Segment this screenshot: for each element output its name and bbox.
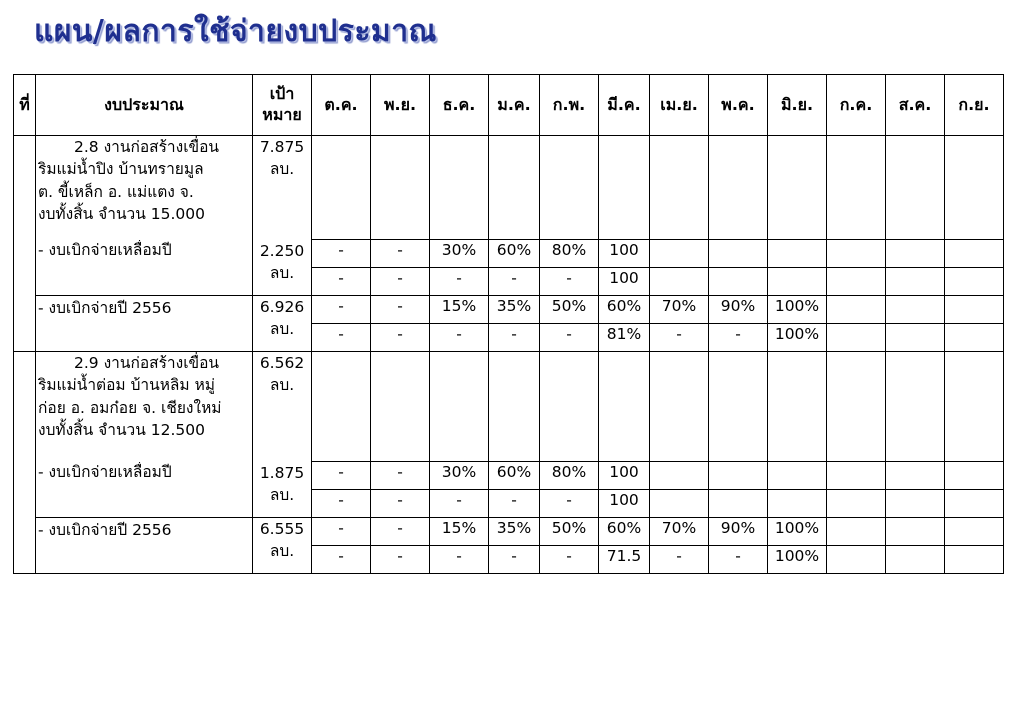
item-target-line: ลบ. (269, 376, 295, 395)
result-month-cell: - (312, 268, 371, 296)
header-budget: งบประมาณ (36, 75, 253, 136)
plan-month-cell: 60% (599, 296, 650, 324)
plan-month-cell: 60% (599, 518, 650, 546)
plan-month-cell: 50% (540, 518, 599, 546)
result-month-cell: - (489, 546, 540, 574)
plan-month-cell (709, 462, 768, 490)
sub-budget-label: - งบเบิกจ่ายปี 2556 (36, 518, 253, 574)
result-month-cell: - (430, 324, 489, 352)
plan-month-cell: - (371, 518, 430, 546)
plan-month-cell (768, 240, 827, 268)
table-header-row (14, 75, 1004, 136)
month-cell-empty (650, 136, 709, 240)
plan-month-cell: 100 (599, 462, 650, 490)
result-month-cell: 100% (768, 324, 827, 352)
plan-month-cell: 50% (540, 296, 599, 324)
header-month: ก.ค. (827, 75, 886, 136)
result-month-cell (709, 268, 768, 296)
month-cell-empty (489, 352, 540, 462)
result-month-cell: - (371, 324, 430, 352)
month-cell-empty (540, 136, 599, 240)
plan-month-cell: 60% (489, 462, 540, 490)
sub-target-line: 6.555 (259, 520, 305, 538)
plan-month-cell (709, 240, 768, 268)
result-month-cell: - (489, 268, 540, 296)
result-month-cell: 100 (599, 490, 650, 518)
plan-month-cell (827, 518, 886, 546)
month-cell-empty (945, 136, 1004, 240)
sub-budget-label: - งบเบิกจ่ายเหลื่อมปี (36, 462, 253, 518)
result-month-cell (886, 546, 945, 574)
plan-month-cell: - (312, 462, 371, 490)
sub-target (253, 240, 312, 296)
result-month-cell: 81% (599, 324, 650, 352)
item-target-line: ลบ. (269, 160, 295, 179)
plan-month-cell: 35% (489, 296, 540, 324)
header-month: ต.ค. (312, 75, 371, 136)
month-cell-empty (312, 136, 371, 240)
result-month-cell: - (430, 546, 489, 574)
result-month-cell: 100% (768, 546, 827, 574)
result-month-cell (827, 490, 886, 518)
header-month: มิ.ย. (768, 75, 827, 136)
month-cell-empty (650, 352, 709, 462)
header-no: ที่ (14, 75, 36, 136)
plan-month-cell (945, 296, 1004, 324)
plan-month-cell (650, 462, 709, 490)
result-month-cell: - (709, 546, 768, 574)
table-row-plan (14, 296, 1004, 324)
month-cell-empty (827, 352, 886, 462)
result-month-cell (945, 546, 1004, 574)
table-row-item (14, 136, 1004, 240)
item-title (36, 352, 253, 462)
item-no-cell (14, 352, 36, 574)
plan-month-cell (886, 518, 945, 546)
plan-month-cell: 100% (768, 518, 827, 546)
month-cell-empty (709, 136, 768, 240)
plan-month-cell (827, 296, 886, 324)
item-title-line: ก่อย อ. อมก๋อย จ. เชียงใหม่ (38, 398, 222, 417)
plan-month-cell (650, 240, 709, 268)
header-month: พ.ย. (371, 75, 430, 136)
item-title-line: งบทั้งสิ้น จำนวน 15.000 (38, 205, 206, 224)
table-row-plan (14, 462, 1004, 490)
header-target (253, 75, 312, 136)
sub-target-line: ลบ. (269, 542, 295, 561)
month-cell-empty (768, 352, 827, 462)
sub-target-line: 2.250 (259, 241, 305, 260)
header-month: เม.ย. (650, 75, 709, 136)
item-title-line: ริมแม่น้ำต่อม บ้านหลิม หมู่ (38, 376, 216, 395)
header-month: ส.ค. (886, 75, 945, 136)
item-target (253, 352, 312, 462)
plan-month-cell: 30% (430, 462, 489, 490)
result-month-cell: - (371, 268, 430, 296)
month-cell-empty (430, 352, 489, 462)
result-month-cell: - (312, 546, 371, 574)
item-title (36, 136, 253, 240)
sub-target (253, 296, 312, 352)
plan-month-cell: 60% (489, 240, 540, 268)
result-month-cell: - (540, 268, 599, 296)
item-target (253, 136, 312, 240)
item-target-line: 6.562 (259, 354, 305, 372)
plan-month-cell (945, 240, 1004, 268)
plan-month-cell (886, 240, 945, 268)
sub-target (253, 518, 312, 574)
month-cell-empty (371, 352, 430, 462)
month-cell-empty (827, 136, 886, 240)
month-cell-empty (599, 352, 650, 462)
header-month: มี.ค. (599, 75, 650, 136)
result-month-cell (650, 268, 709, 296)
month-cell-empty (709, 352, 768, 462)
header-target-line1: เป้า (269, 84, 295, 104)
item-title-line: งบทั้งสิ้น จำนวน 12.500 (38, 421, 206, 440)
plan-month-cell: 35% (489, 518, 540, 546)
result-month-cell: - (430, 268, 489, 296)
month-cell-empty (886, 352, 945, 462)
result-month-cell: 71.5 (599, 546, 650, 574)
result-month-cell: - (312, 324, 371, 352)
result-month-cell: - (312, 490, 371, 518)
plan-month-cell (886, 296, 945, 324)
result-month-cell: - (709, 324, 768, 352)
result-month-cell: - (540, 324, 599, 352)
item-title-line: 2.8 งานก่อสร้างเขื่อน (74, 138, 219, 156)
result-month-cell: - (371, 490, 430, 518)
plan-month-cell: 100 (599, 240, 650, 268)
result-month-cell: - (540, 546, 599, 574)
plan-month-cell: 80% (540, 462, 599, 490)
plan-month-cell: 70% (650, 296, 709, 324)
plan-month-cell: 30% (430, 240, 489, 268)
plan-month-cell (827, 240, 886, 268)
month-cell-empty (489, 136, 540, 240)
result-month-cell (827, 324, 886, 352)
result-month-cell: - (489, 490, 540, 518)
month-cell-empty (430, 136, 489, 240)
table-row-item (14, 352, 1004, 462)
month-cell-empty (886, 136, 945, 240)
plan-month-cell (945, 462, 1004, 490)
header-month: พ.ค. (709, 75, 768, 136)
plan-month-cell (827, 462, 886, 490)
result-month-cell (945, 268, 1004, 296)
sub-target-line: ลบ. (269, 320, 295, 339)
plan-month-cell: 80% (540, 240, 599, 268)
result-month-cell (945, 324, 1004, 352)
plan-month-cell: - (312, 240, 371, 268)
month-cell-empty (540, 352, 599, 462)
result-month-cell (827, 546, 886, 574)
sub-target-line: ลบ. (269, 263, 295, 282)
sub-target (253, 462, 312, 518)
month-cell-empty (768, 136, 827, 240)
table-row-plan (14, 518, 1004, 546)
sub-target-line: 1.875 (259, 463, 305, 482)
sub-target-line: ลบ. (269, 485, 295, 504)
result-month-cell (886, 490, 945, 518)
sub-target-line: 6.926 (259, 298, 305, 316)
result-month-cell (768, 490, 827, 518)
plan-month-cell: - (312, 296, 371, 324)
item-target-line: 7.875 (259, 138, 305, 156)
plan-month-cell: 100% (768, 296, 827, 324)
item-title-line: 2.9 งานก่อสร้างเขื่อน (74, 354, 219, 372)
plan-month-cell: 70% (650, 518, 709, 546)
plan-month-cell (886, 462, 945, 490)
plan-month-cell (945, 518, 1004, 546)
result-month-cell: - (650, 324, 709, 352)
header-month: ม.ค. (489, 75, 540, 136)
header-month: ธ.ค. (430, 75, 489, 136)
sub-budget-label: - งบเบิกจ่ายปี 2556 (36, 296, 253, 352)
plan-month-cell: - (312, 518, 371, 546)
table-row-plan (14, 240, 1004, 268)
header-month: ก.ย. (945, 75, 1004, 136)
budget-plan-table (13, 74, 1004, 574)
item-title-line: ต. ขี้เหล็ก อ. แม่แตง จ. (38, 182, 194, 201)
plan-month-cell: - (371, 462, 430, 490)
plan-month-cell: 90% (709, 518, 768, 546)
plan-month-cell: 15% (430, 296, 489, 324)
plan-month-cell: - (371, 296, 430, 324)
result-month-cell (650, 490, 709, 518)
item-no-cell (14, 136, 36, 352)
month-cell-empty (945, 352, 1004, 462)
page-title: แผน/ผลการใช้จ่ายงบประมาณ (34, 14, 437, 49)
result-month-cell (768, 268, 827, 296)
result-month-cell: 100 (599, 268, 650, 296)
result-month-cell (709, 490, 768, 518)
month-cell-empty (371, 136, 430, 240)
result-month-cell (886, 268, 945, 296)
result-month-cell: - (430, 490, 489, 518)
result-month-cell: - (540, 490, 599, 518)
table-body (14, 136, 1004, 574)
month-cell-empty (312, 352, 371, 462)
result-month-cell (886, 324, 945, 352)
result-month-cell: - (489, 324, 540, 352)
item-title-line: ริมแม่น้ำปิง บ้านทรายมูล (38, 160, 204, 179)
result-month-cell: - (371, 546, 430, 574)
result-month-cell (945, 490, 1004, 518)
sub-budget-label: - งบเบิกจ่ายเหลื่อมปี (36, 240, 253, 296)
plan-month-cell: 15% (430, 518, 489, 546)
result-month-cell (827, 268, 886, 296)
plan-month-cell: 90% (709, 296, 768, 324)
result-month-cell: - (650, 546, 709, 574)
header-month: ก.พ. (540, 75, 599, 136)
plan-month-cell (768, 462, 827, 490)
month-cell-empty (599, 136, 650, 240)
plan-month-cell: - (371, 240, 430, 268)
header-target-line2: หมาย (262, 105, 302, 124)
